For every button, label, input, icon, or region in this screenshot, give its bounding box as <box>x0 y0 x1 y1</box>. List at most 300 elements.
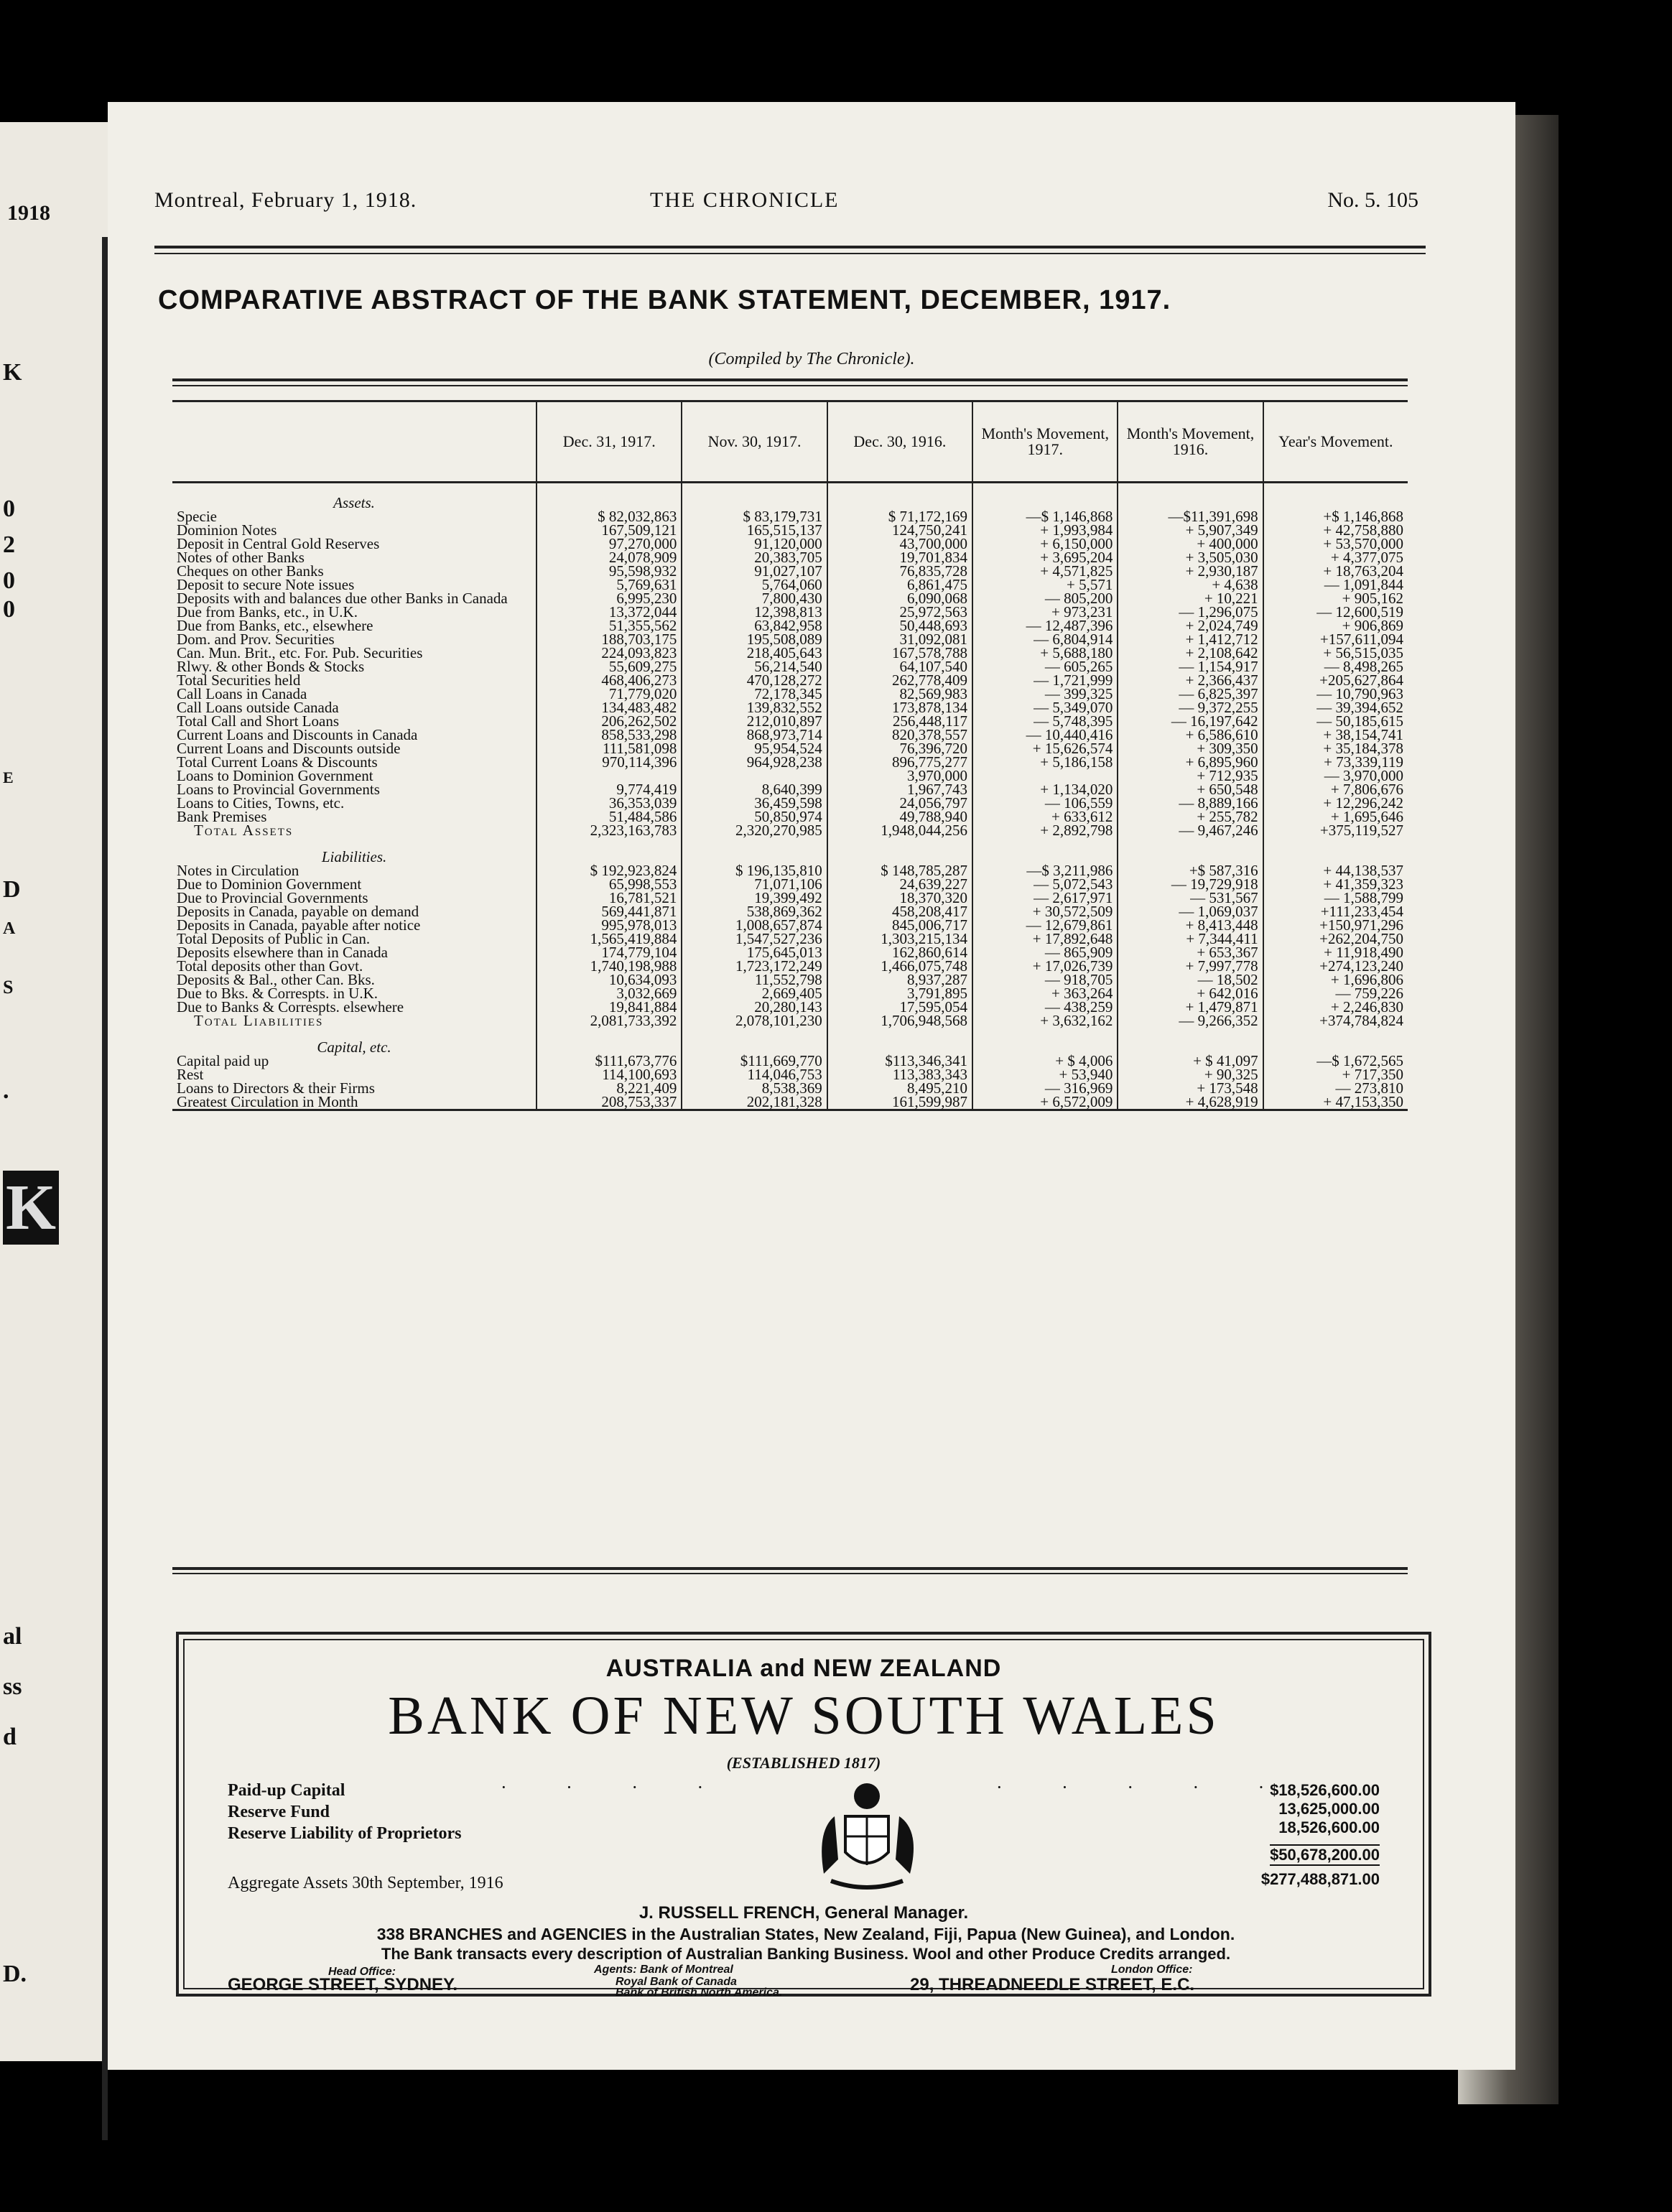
left-fragment: 0 <box>3 596 15 623</box>
row-value: 91,027,107 <box>682 564 827 578</box>
row-value: 82,569,983 <box>827 687 972 701</box>
row-value: +150,971,296 <box>1319 916 1403 934</box>
row-value: + 650,548 <box>1118 783 1263 796</box>
row-value: 56,214,540 <box>682 660 827 674</box>
row-value: 8,937,287 <box>827 973 972 987</box>
row-value: 470,128,272 <box>682 674 827 687</box>
row-value: 174,779,104 <box>537 946 682 959</box>
row-label: Greatest Circulation in Month <box>172 1095 537 1110</box>
row-value: — 273,810 <box>1335 1079 1403 1097</box>
row-value: 76,835,728 <box>827 564 972 578</box>
row-value: $113,346,341 <box>827 1054 972 1068</box>
bank-statement-table <box>172 400 1408 1111</box>
empty-cell <box>827 837 972 864</box>
row-value: + 400,000 <box>1118 537 1263 551</box>
row-value: + 7,806,676 <box>1330 781 1403 798</box>
row-value: 5,764,060 <box>682 578 827 592</box>
row-value: 3,032,669 <box>537 987 682 1000</box>
section-rule <box>172 1573 1408 1574</box>
row-value: + 2,892,798 <box>972 824 1118 837</box>
left-fragment: E <box>3 768 14 786</box>
row-value: 212,010,897 <box>682 715 827 728</box>
row-value: — 759,226 <box>1335 985 1403 1002</box>
empty-cell <box>1118 1028 1263 1054</box>
row-value: + 4,377,075 <box>1330 549 1403 566</box>
row-value: + 38,154,741 <box>1323 726 1403 743</box>
row-value: — 5,748,395 <box>972 715 1118 728</box>
empty-cell <box>1263 837 1408 864</box>
ad-item-label: Paid-up Capital <box>228 1781 345 1800</box>
row-value: — 19,729,918 <box>1118 878 1263 891</box>
row-value: 13,372,044 <box>537 605 682 619</box>
section-rule <box>172 1567 1408 1570</box>
row-value: 1,303,215,134 <box>827 932 972 946</box>
row-value: 173,878,134 <box>827 701 972 715</box>
row-value: 2,669,405 <box>682 987 827 1000</box>
ad-item-label: Reserve Fund <box>228 1803 330 1821</box>
row-value: 167,578,788 <box>827 646 972 660</box>
row-label: Dominion Notes <box>172 524 537 537</box>
row-value: — 1,154,917 <box>1118 660 1263 674</box>
row-value: 1,466,075,748 <box>827 959 972 973</box>
row-value: $ 71,172,169 <box>827 510 972 524</box>
row-value: 36,353,039 <box>537 796 682 810</box>
left-fragment: S <box>3 977 14 998</box>
row-label: Current Loans and Discounts in Canada <box>172 728 537 742</box>
row-value: 161,599,987 <box>827 1095 972 1110</box>
row-value: — 9,266,352 <box>1118 1014 1263 1028</box>
row-value: + 633,612 <box>972 810 1118 824</box>
row-label: Can. Mun. Brit., etc. For. Pub. Securities <box>172 646 537 660</box>
row-value: + 2,108,642 <box>1118 646 1263 660</box>
row-value: —$ 3,211,986 <box>972 864 1118 878</box>
row-value: 17,595,054 <box>827 1000 972 1014</box>
row-value: 458,208,417 <box>827 905 972 919</box>
row-value: 175,645,013 <box>682 946 827 959</box>
row-value: 19,399,492 <box>682 891 827 905</box>
row-value: 124,750,241 <box>827 524 972 537</box>
row-value: 3,791,895 <box>827 987 972 1000</box>
row-value: — 12,600,519 <box>1316 603 1403 621</box>
row-value: 19,701,834 <box>827 551 972 564</box>
row-value: $ 196,135,810 <box>682 864 827 878</box>
row-value: $ 82,032,863 <box>537 510 682 524</box>
section-heading: Assets. <box>172 483 537 511</box>
row-value: + 5,688,180 <box>972 646 1118 660</box>
row-value: 2,323,163,783 <box>537 824 682 837</box>
row-value: 139,832,552 <box>682 701 827 715</box>
row-value: 569,441,871 <box>537 905 682 919</box>
row-value: 97,270,000 <box>537 537 682 551</box>
row-value: — 2,617,971 <box>972 891 1118 905</box>
row-value: + 18,763,204 <box>1323 562 1403 580</box>
empty-cell <box>972 483 1118 511</box>
ad-item-amount: 18,526,600.00 <box>1278 1818 1380 1836</box>
row-value: 19,841,884 <box>537 1000 682 1014</box>
empty-cell <box>1263 1028 1408 1054</box>
row-value: 6,995,230 <box>537 592 682 605</box>
row-value: 195,508,089 <box>682 633 827 646</box>
empty-cell <box>537 483 682 511</box>
row-value: 31,092,081 <box>827 633 972 646</box>
row-value: + 3,632,162 <box>972 1014 1118 1028</box>
row-value: 8,538,369 <box>682 1082 827 1095</box>
table-header-row <box>172 401 1408 483</box>
row-value: 43,700,000 <box>827 537 972 551</box>
row-value: 24,056,797 <box>827 796 972 810</box>
row-value: +205,627,864 <box>1319 672 1403 689</box>
row-value: 820,378,557 <box>827 728 972 742</box>
ad-london-office: 29, THREADNEEDLE STREET, E.C. <box>910 1975 1195 1994</box>
row-value: — 8,889,166 <box>1118 796 1263 810</box>
row-value: +274,123,240 <box>1319 957 1403 975</box>
left-fragment: D <box>3 876 21 903</box>
row-value: 50,448,693 <box>827 619 972 633</box>
row-label: Deposits with and balances due other Banks in Canada <box>172 592 537 605</box>
row-value: — 3,970,000 <box>1324 767 1403 784</box>
row-value: + 42,758,880 <box>1323 521 1403 539</box>
row-value: +$ 1,146,868 <box>1323 508 1403 525</box>
empty-cell <box>682 1028 827 1054</box>
header-rule <box>154 246 1426 248</box>
row-value: 1,706,948,568 <box>827 1014 972 1028</box>
row-value: + 53,940 <box>972 1068 1118 1082</box>
row-label: Notes of other Banks <box>172 551 537 564</box>
row-value: 65,998,553 <box>537 878 682 891</box>
row-value: — 918,705 <box>972 973 1118 987</box>
row-value: 24,639,227 <box>827 878 972 891</box>
row-value: +374,784,824 <box>1319 1012 1403 1029</box>
row-value: 20,383,705 <box>682 551 827 564</box>
empty-cell <box>1118 483 1263 511</box>
row-value: 10,634,093 <box>537 973 682 987</box>
row-value: 7,800,430 <box>682 592 827 605</box>
row-value: 91,120,000 <box>682 537 827 551</box>
row-value: — 438,259 <box>972 1000 1118 1014</box>
row-value: + 73,339,119 <box>1324 753 1403 771</box>
row-value: 262,778,409 <box>827 674 972 687</box>
row-value: + $ 4,006 <box>972 1054 1118 1068</box>
row-label: Bank Premises <box>172 810 537 824</box>
row-value: 1,565,419,884 <box>537 932 682 946</box>
row-value: + 2,246,830 <box>1330 998 1403 1016</box>
row-value: $ 148,785,287 <box>827 864 972 878</box>
row-value: 468,406,273 <box>537 674 682 687</box>
row-value: 2,320,270,985 <box>682 824 827 837</box>
left-fragment: D. <box>3 1961 27 1987</box>
empty-cell <box>682 837 827 864</box>
ad-agents: Agents: Bank of Montreal <box>594 1964 733 1976</box>
row-value: + 3,505,030 <box>1118 551 1263 564</box>
row-value: —$ 1,146,868 <box>972 510 1118 524</box>
ad-leader-dots: · · · · · <box>996 1777 1292 1798</box>
row-value: + 653,367 <box>1118 946 1263 959</box>
row-value: + 2,930,187 <box>1118 564 1263 578</box>
row-value: +262,204,750 <box>1319 930 1403 947</box>
left-page-fragment <box>0 122 110 2061</box>
row-value: 868,973,714 <box>682 728 827 742</box>
row-value: — 865,909 <box>972 946 1118 959</box>
row-label: Notes in Circulation <box>172 864 537 878</box>
row-value: $ 192,923,824 <box>537 864 682 878</box>
row-value: 134,483,482 <box>537 701 682 715</box>
row-value: + 11,918,490 <box>1324 944 1403 961</box>
row-value: + 90,325 <box>1118 1068 1263 1082</box>
empty-cell <box>682 483 827 511</box>
row-value: — 9,467,246 <box>1118 824 1263 837</box>
row-value: 71,779,020 <box>537 687 682 701</box>
row-value: —$ 1,672,565 <box>1316 1052 1403 1069</box>
row-value: + 4,628,919 <box>1118 1095 1263 1110</box>
row-value: 18,370,320 <box>827 891 972 905</box>
row-label: Due to Provincial Governments <box>172 891 537 905</box>
column-header: Dec. 30, 1916. <box>827 401 972 483</box>
empty-cell <box>1118 837 1263 864</box>
row-value: + 53,570,000 <box>1323 535 1403 552</box>
ad-manager: J. RUSSELL FRENCH, General Manager. <box>638 1903 969 1923</box>
row-value: 202,181,328 <box>682 1095 827 1110</box>
bank-advertisement <box>176 1632 1431 1997</box>
ad-item-amount: $277,488,871.00 <box>1260 1870 1380 1888</box>
row-value: 208,753,337 <box>537 1095 682 1110</box>
row-label: Loans to Cities, Towns, etc. <box>172 796 537 810</box>
row-value: — 18,502 <box>1118 973 1263 987</box>
running-header <box>154 188 1418 217</box>
row-label: Specie <box>172 510 537 524</box>
row-label: Total deposits other than Govt. <box>172 959 537 973</box>
row-value: 995,978,013 <box>537 919 682 932</box>
row-value: 63,842,958 <box>682 619 827 633</box>
row-value: 95,598,932 <box>537 564 682 578</box>
table-row <box>172 1014 1408 1028</box>
row-value: — 39,394,652 <box>1316 699 1403 716</box>
row-value: + 6,586,610 <box>1118 728 1263 742</box>
row-value: 8,495,210 <box>827 1082 972 1095</box>
row-value: 20,280,143 <box>682 1000 827 1014</box>
row-value: 970,114,396 <box>537 756 682 769</box>
row-value: — 605,265 <box>972 660 1118 674</box>
row-value: + 30,572,509 <box>972 905 1118 919</box>
row-label: Total Assets <box>172 824 537 837</box>
row-label: Dom. and Prov. Securities <box>172 633 537 646</box>
table-row <box>172 824 1408 837</box>
row-value: — 5,349,070 <box>972 701 1118 715</box>
empty-cell <box>827 1028 972 1054</box>
row-value: + 1,412,712 <box>1118 633 1263 646</box>
row-value: 8,640,399 <box>682 783 827 796</box>
row-value: 964,928,238 <box>682 756 827 769</box>
row-value: 845,006,717 <box>827 919 972 932</box>
row-value: + 255,782 <box>1118 810 1263 824</box>
row-value: + 973,231 <box>972 605 1118 619</box>
row-value: + 363,264 <box>972 987 1118 1000</box>
section-heading: Liabilities. <box>172 837 537 864</box>
section-heading-row <box>172 837 1408 864</box>
row-label: Rlwy. & other Bonds & Stocks <box>172 660 537 674</box>
row-label: Deposits in Canada, payable on demand <box>172 905 537 919</box>
row-label: Loans to Dominion Government <box>172 769 537 783</box>
ad-agents: Royal Bank of Canada <box>616 1976 737 1988</box>
empty-cell <box>972 1028 1118 1054</box>
row-value: — 10,790,963 <box>1316 685 1403 702</box>
row-value: + 173,548 <box>1118 1082 1263 1095</box>
ad-transacts: The Bank transacts every description of Australian Banking Business. Wool and other Produce Credits arranged. <box>381 1945 1231 1963</box>
row-label: Deposits elsewhere than in Canada <box>172 946 537 959</box>
row-value: +157,611,094 <box>1319 631 1403 648</box>
row-value: 49,788,940 <box>827 810 972 824</box>
row-value: + 12,296,242 <box>1323 794 1403 812</box>
row-value: — 6,804,914 <box>972 633 1118 646</box>
row-label: Loans to Directors & their Firms <box>172 1082 537 1095</box>
row-label: Due from Banks, etc., in U.K. <box>172 605 537 619</box>
row-value: 8,221,409 <box>537 1082 682 1095</box>
row-value: + 17,026,739 <box>972 959 1118 973</box>
row-value: 538,869,362 <box>682 905 827 919</box>
row-value: 55,609,275 <box>537 660 682 674</box>
row-value: + 6,895,960 <box>1118 756 1263 769</box>
row-label: Deposits in Canada, payable after notice <box>172 919 537 932</box>
row-value: + 2,024,749 <box>1118 619 1263 633</box>
row-value: 111,581,098 <box>537 742 682 756</box>
row-value: 896,775,277 <box>827 756 972 769</box>
row-value: — 5,072,543 <box>972 878 1118 891</box>
ad-item-amount: $18,526,600.00 <box>1270 1781 1380 1799</box>
row-value: 50,850,974 <box>682 810 827 824</box>
row-value: + 41,359,323 <box>1323 875 1403 893</box>
row-value: 1,723,172,249 <box>682 959 827 973</box>
row-value: 76,396,720 <box>827 742 972 756</box>
row-value: + 56,515,035 <box>1323 644 1403 661</box>
row-label: Due from Banks, etc., elsewhere <box>172 619 537 633</box>
row-value: — 10,440,416 <box>972 728 1118 742</box>
row-value: 1,740,198,988 <box>537 959 682 973</box>
row-value: 51,484,586 <box>537 810 682 824</box>
left-fragment: 0 <box>3 567 15 594</box>
row-value: + 2,366,437 <box>1118 674 1263 687</box>
column-header: Nov. 30, 1917. <box>682 401 827 483</box>
empty-cell <box>537 837 682 864</box>
row-value: $111,669,770 <box>682 1054 827 1068</box>
row-value: 11,552,798 <box>682 973 827 987</box>
row-value: — 316,969 <box>972 1082 1118 1095</box>
row-value: 162,860,614 <box>827 946 972 959</box>
ad-head-office: GEORGE STREET, SYDNEY. <box>228 1975 458 1994</box>
row-value: — 12,679,861 <box>972 919 1118 932</box>
row-value: + 1,134,020 <box>972 783 1118 796</box>
ad-bank-name: BANK OF NEW SOUTH WALES <box>388 1686 1220 1746</box>
ad-region: AUSTRALIA and NEW ZEALAND <box>605 1655 1002 1682</box>
row-value: $ 83,179,731 <box>682 510 827 524</box>
row-value: + 17,892,648 <box>972 932 1118 946</box>
column-header: Year's Movement. <box>1263 401 1408 483</box>
row-value: + 6,150,000 <box>972 537 1118 551</box>
row-value: 6,090,068 <box>827 592 972 605</box>
row-value: + 642,016 <box>1118 987 1263 1000</box>
row-label: Rest <box>172 1068 537 1082</box>
row-value: + 4,571,825 <box>972 564 1118 578</box>
row-value: 256,448,117 <box>827 715 972 728</box>
left-fragment: K <box>3 1171 59 1245</box>
row-value: 95,954,524 <box>682 742 827 756</box>
bank-crest-icon <box>802 1773 932 1895</box>
row-value: + 4,638 <box>1118 578 1263 592</box>
page-title: COMPARATIVE ABSTRACT OF THE BANK STATEMENT, DECEMBER, 1917. <box>158 285 1171 315</box>
column-header-label <box>172 401 537 483</box>
row-value: — 805,200 <box>972 592 1118 605</box>
row-value: — 1,091,844 <box>1324 576 1403 593</box>
row-value: + 5,907,349 <box>1118 524 1263 537</box>
header-title: THE CHRONICLE <box>650 188 840 212</box>
row-value: + $ 41,097 <box>1118 1054 1263 1068</box>
row-value: 165,515,137 <box>682 524 827 537</box>
row-value: 2,078,101,230 <box>682 1014 827 1028</box>
row-value: —$11,391,698 <box>1118 510 1263 524</box>
row-value: + 906,869 <box>1342 617 1403 634</box>
row-value: 3,970,000 <box>827 769 972 783</box>
row-value: 12,398,813 <box>682 605 827 619</box>
page <box>108 102 1515 2070</box>
row-value: 25,972,563 <box>827 605 972 619</box>
row-value: + 7,997,778 <box>1118 959 1263 973</box>
table-row <box>172 1095 1408 1110</box>
row-value: — 106,559 <box>972 796 1118 810</box>
row-value: — 16,197,642 <box>1118 715 1263 728</box>
row-value: — 8,498,265 <box>1324 658 1403 675</box>
ad-inner-border <box>183 1639 1424 1999</box>
row-value: — 1,296,075 <box>1118 605 1263 619</box>
table-body <box>172 483 1408 1110</box>
row-value: 6,861,475 <box>827 578 972 592</box>
row-value: 5,769,631 <box>537 578 682 592</box>
row-value: + 3,695,204 <box>972 551 1118 564</box>
row-value: + 35,184,378 <box>1323 740 1403 757</box>
row-value: — 9,372,255 <box>1118 701 1263 715</box>
row-label: Due to Bks. & Correspts. in U.K. <box>172 987 537 1000</box>
row-value: 51,355,562 <box>537 619 682 633</box>
row-value: $111,673,776 <box>537 1054 682 1068</box>
row-label: Deposit to secure Note issues <box>172 578 537 592</box>
section-heading-row <box>172 483 1408 511</box>
title-rule <box>172 378 1408 381</box>
row-value: + 1,695,646 <box>1330 808 1403 825</box>
left-fragment: 2 <box>3 531 15 558</box>
row-value: 188,703,175 <box>537 633 682 646</box>
row-label: Total Liabilities <box>172 1014 537 1028</box>
row-label: Total Current Loans & Discounts <box>172 756 537 769</box>
row-label: Loans to Provincial Governments <box>172 783 537 796</box>
row-label: Total Call and Short Loans <box>172 715 537 728</box>
row-value: +111,233,454 <box>1320 903 1403 920</box>
row-value: + 7,344,411 <box>1118 932 1263 946</box>
row-label: Deposit in Central Gold Reserves <box>172 537 537 551</box>
row-value: 1,967,743 <box>827 783 972 796</box>
page-subtitle: (Compiled by The Chronicle). <box>708 350 915 368</box>
row-label: Capital paid up <box>172 1054 537 1068</box>
row-value: 1,948,044,256 <box>827 824 972 837</box>
row-value: — 12,487,396 <box>972 619 1118 633</box>
row-value: — 50,185,615 <box>1316 712 1403 730</box>
row-value: 36,459,598 <box>682 796 827 810</box>
left-fragment: d <box>3 1724 17 1750</box>
row-value: + 44,138,537 <box>1323 862 1403 879</box>
section-heading-row <box>172 1028 1408 1054</box>
row-value: + 6,572,009 <box>972 1095 1118 1110</box>
title-rule <box>172 385 1408 386</box>
empty-cell <box>972 837 1118 864</box>
row-label: Due to Dominion Government <box>172 878 537 891</box>
left-fragment: . <box>3 1077 9 1104</box>
row-value: 1,008,657,874 <box>682 919 827 932</box>
